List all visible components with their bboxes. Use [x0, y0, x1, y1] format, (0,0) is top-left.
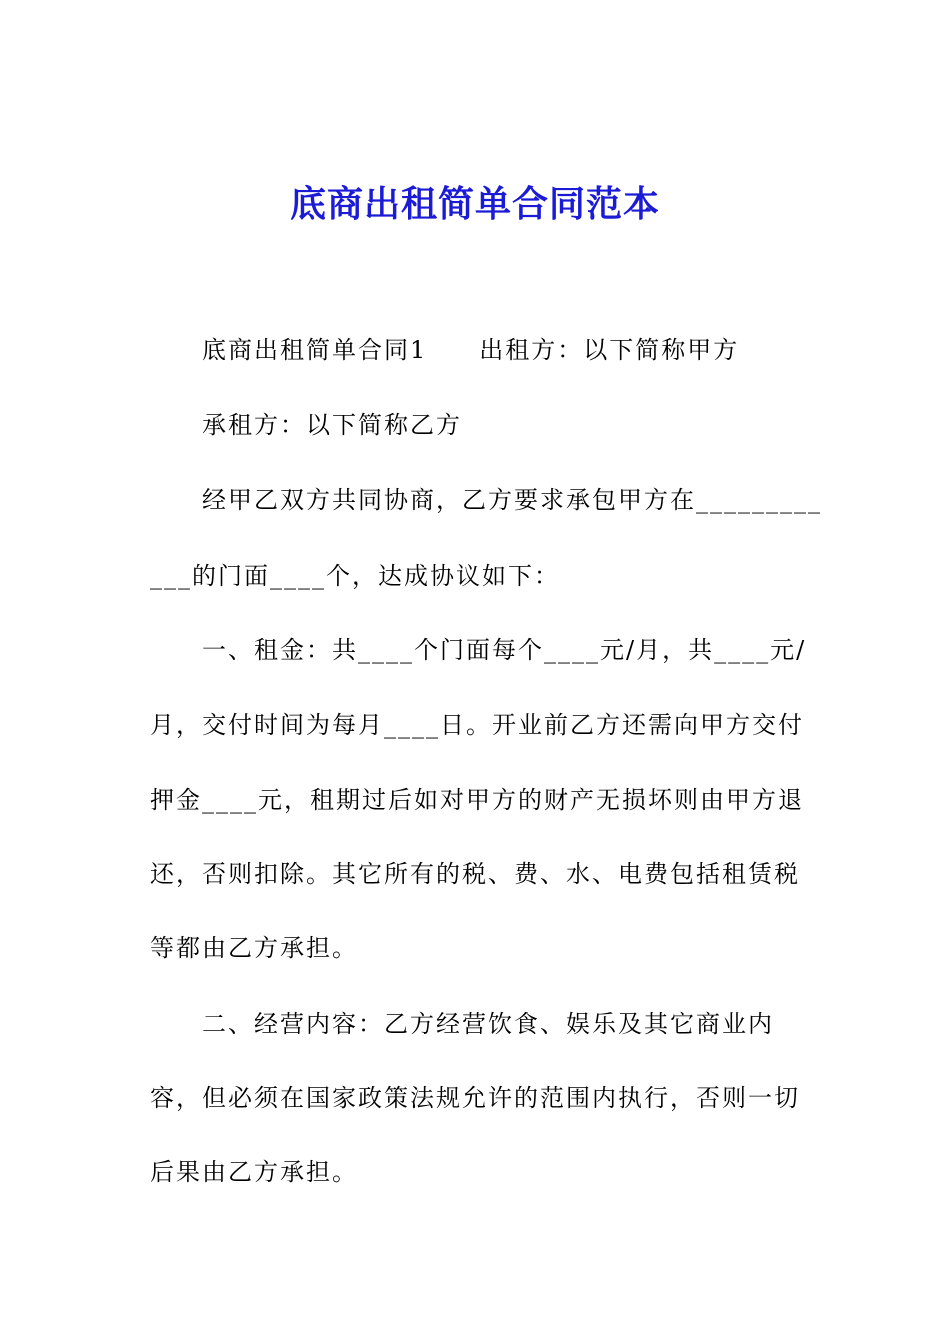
paragraph-line: 后果由乙方承担。	[150, 1158, 358, 1186]
paragraph-line: ___的门面____个，达成协议如下：	[150, 562, 560, 590]
paragraph-line: 还，否则扣除。其它所有的税、费、水、电费包括租赁税	[150, 860, 800, 888]
contract-heading: 底商出租简单合同1	[202, 336, 428, 364]
lessee-label: 承租方：以下简称乙方	[202, 411, 462, 439]
document-title: 底商出租简单合同范本	[289, 183, 660, 225]
paragraph-line: 容，但必须在国家政策法规允许的范围内执行，否则一切	[150, 1084, 800, 1112]
lessor-label: 出租方：以下简称甲方	[479, 336, 740, 364]
paragraph-line: 二、经营内容：乙方经营饮食、娱乐及其它商业内	[202, 1010, 774, 1038]
paragraph-line: 等都由乙方承担。	[150, 934, 358, 962]
paragraph-line: 月，交付时间为每月____日。开业前乙方还需向甲方交付	[150, 711, 804, 739]
paragraph-line: 一、租金：共____个门面每个____元/月，共____元/	[202, 636, 807, 664]
paragraph-line	[202, 330, 862, 370]
paragraph-line: 押金____元，租期过后如对甲方的财产无损坏则由甲方退	[150, 786, 804, 814]
paragraph-line: 经甲乙双方共同协商，乙方要求承包甲方在_________	[202, 486, 822, 514]
